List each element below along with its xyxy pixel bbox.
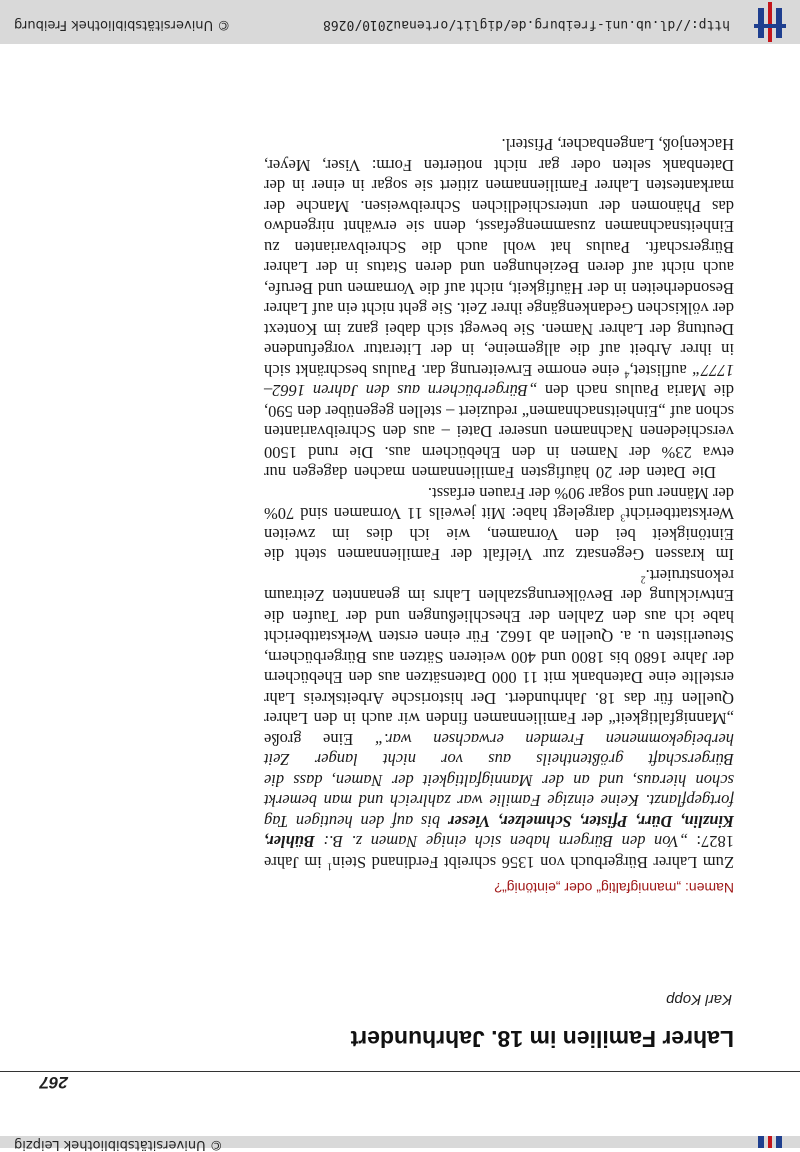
section-heading: Namen: „mannigfaltig“ oder „eintönig“? [494, 880, 734, 896]
text-run: im Jahre 1827: [263, 832, 734, 872]
footer-bar [0, 0, 800, 44]
footnote-ref[interactable]: 3 [620, 512, 626, 523]
page-number: 267 [39, 1073, 68, 1092]
paragraph-3 [264, 134, 734, 483]
article-title: Lahrer Familien im 18. Jahrhundert [350, 1026, 734, 1052]
text-run: auflistet, [629, 361, 692, 380]
text-run: Im krassen Gegensatz zur Vielfalt der Familiennamen steht die Eintönigkeit bei den Vornamen, wie ich dies im zweiten Werkstattbericht [264, 504, 734, 565]
article-body [264, 134, 734, 872]
text-run: Eine große „Mannigfaltigkeit“ der Familiennamen finden wir auch in den Lahrer Quellen für das 18. Jahrhundert. Der historische Arbeitskreis Lahr erstellte eine Datenbank mit 11 000 Datensätzen aus den Ehebüchern der Jahre 1680 bis 1800 und 400 weiteren Sätzen aus Bürgerbüchern, Steuerlisten u. a. Quellen ab 1662. Für einen ersten Werkstattbericht habe ich aus den Zahlen der Eheschließungen und der Taufen die Entwicklung der Bevölkerungszahlen Lahrs im genannten Zeitraum rekonstruiert. [264, 566, 734, 749]
family-names: Bühler, Kinzlin, Dürr, Pfister, Schmelzer, Vieser [264, 812, 734, 852]
footnote-ref[interactable]: 1 [327, 860, 333, 872]
quote-text: bis auf den heutigen Tag fortgepflanzt. Keine einzige Familie war zahlreich und man bemerkt schon hieraus, und an der Mannigfaltigkeit der Namen, dass die Bürgerschaft größtentheils aus vor nicht langer Zeit herbeigekommenen Fremden erwachsen war.“ [263, 730, 734, 831]
quote-text: „Bürgerbüchern aus den Jahren 1662–1777“ [263, 361, 734, 401]
text-run: Die Daten der 20 häufigsten Familiennamen machen dagegen nur etwa 23% der Namen in den Ehebüchern aus. Die rund 1500 verschiedenen Nachnamen unserer Datei – aus den Schreibvarianten schon auf „Einheitsnachnamen“ reduziert – stellen gegenüber den 590, die Maria Paulus nach den [264, 381, 734, 483]
paragraph-2 [264, 483, 734, 565]
footer-copyright: © Universitätsbibliothek Freiburg [14, 17, 231, 32]
header-copyright: © Universitätsbibliothek Leipzig [14, 1137, 223, 1152]
source-url-link[interactable]: http://dl.ub.uni-freiburg.de/diglit/ortenau2010/0268 [323, 17, 730, 32]
text-run: dargelegt habe: Mit jeweils 11 Vornamen sind 70% der Männer und sogar 90% der Frauen erfasst. [264, 484, 734, 524]
text-run: eine enorme Erweiterung dar. Paulus beschränkt sich in ihrer Arbeit auf die allgemeine, in der Literatur vorgefundene Deutung der Lahrer Namen. Sie bewegt sich dabei ganz im Kontext der völkischen Gedankengänge ihrer Zeit. Sie geht nicht ein auf Lahrer Besonderheiten in der Häufigkeit, nicht auf die Vornamen und Berufe, auch nicht auf deren Beziehungen und deren Status in der Lahrer Bürgerschaft. Paulus hat wohl auch die Schreibvarianten zu Einheitsnachnamen zusammengefasst, denn sie erwähnt nirgendwo das Phänomen der unterschiedlichen Schreibweisen. Manche der markantesten Lahrer Familiennamen zitiert sie sogar in einer in der Datenbank selten oder gar nicht notierten Form: Viser, Meyer, Hackenjoß, Langenbacher, Pfisterl. [263, 135, 734, 380]
article-author: Karl Kopp [666, 991, 732, 1008]
text-run: Zum Lahrer Bürgerbuch von 1356 schreibt Ferdinand Stein [332, 853, 734, 872]
library-logo-icon [750, 2, 794, 42]
quote-text: „Von den Bürgern haben sich einige Namen z. B.: [314, 832, 688, 852]
footnote-ref[interactable]: 2 [640, 573, 646, 585]
paragraph-1 [264, 565, 734, 873]
library-logo-icon [750, 1136, 794, 1148]
header-rule [0, 1071, 800, 1072]
header-bar [0, 1136, 800, 1152]
footnote-ref[interactable]: 4 [624, 368, 630, 380]
